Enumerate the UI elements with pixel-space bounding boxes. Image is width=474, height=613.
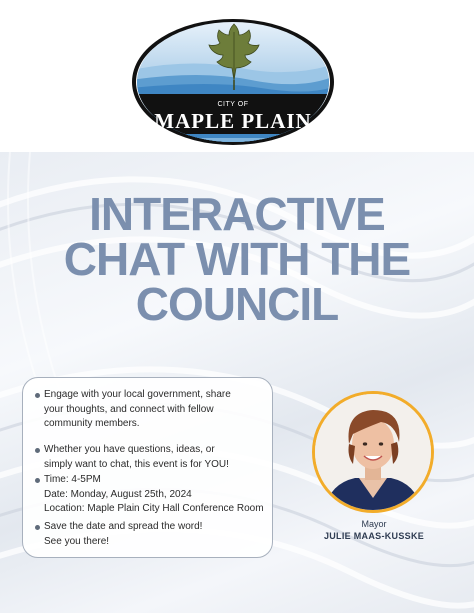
info-item — [35, 520, 271, 549]
info-line: Whether you have questions, ideas, or — [44, 444, 215, 455]
info-line: See you there! — [44, 535, 110, 547]
title-line-2: CHAT WITH THE — [63, 233, 411, 285]
bullet-icon — [35, 448, 40, 453]
logo-city-of: CITY OF — [217, 101, 249, 108]
title-line-3: COUNCIL — [135, 278, 339, 330]
info-line: Time: 4-5PM — [44, 474, 101, 485]
bullet-icon — [35, 525, 40, 530]
city-logo — [131, 18, 335, 146]
bullet-icon — [35, 478, 40, 483]
info-item — [35, 473, 271, 517]
event-title — [0, 188, 474, 330]
logo-city-name: MAPLE PLAIN — [154, 109, 312, 133]
mayor-portrait-graphic — [315, 394, 431, 510]
info-line: Save the date and spread the word! — [44, 521, 203, 532]
mayor-name: JULIE MAAS-KUSSKE — [323, 531, 425, 541]
info-item — [35, 388, 271, 432]
mayor-title: Mayor — [361, 519, 387, 529]
header — [0, 0, 474, 152]
title-line-1: INTERACTIVE — [89, 188, 385, 240]
info-line: Engage with your local government, share — [44, 389, 231, 400]
info-line: Location: Maple Plain City Hall Conference Room — [44, 503, 264, 514]
bullet-icon — [35, 393, 40, 398]
info-item — [35, 443, 271, 472]
info-line: simply want to chat, this event is for YOU! — [44, 458, 229, 470]
info-line: Date: Monday, August 25th, 2024 — [44, 488, 192, 500]
event-info-box — [22, 377, 273, 558]
info-line: community members. — [44, 418, 140, 429]
mayor-photo — [312, 391, 434, 513]
info-line: your thoughts, and connect with fellow — [44, 403, 214, 415]
